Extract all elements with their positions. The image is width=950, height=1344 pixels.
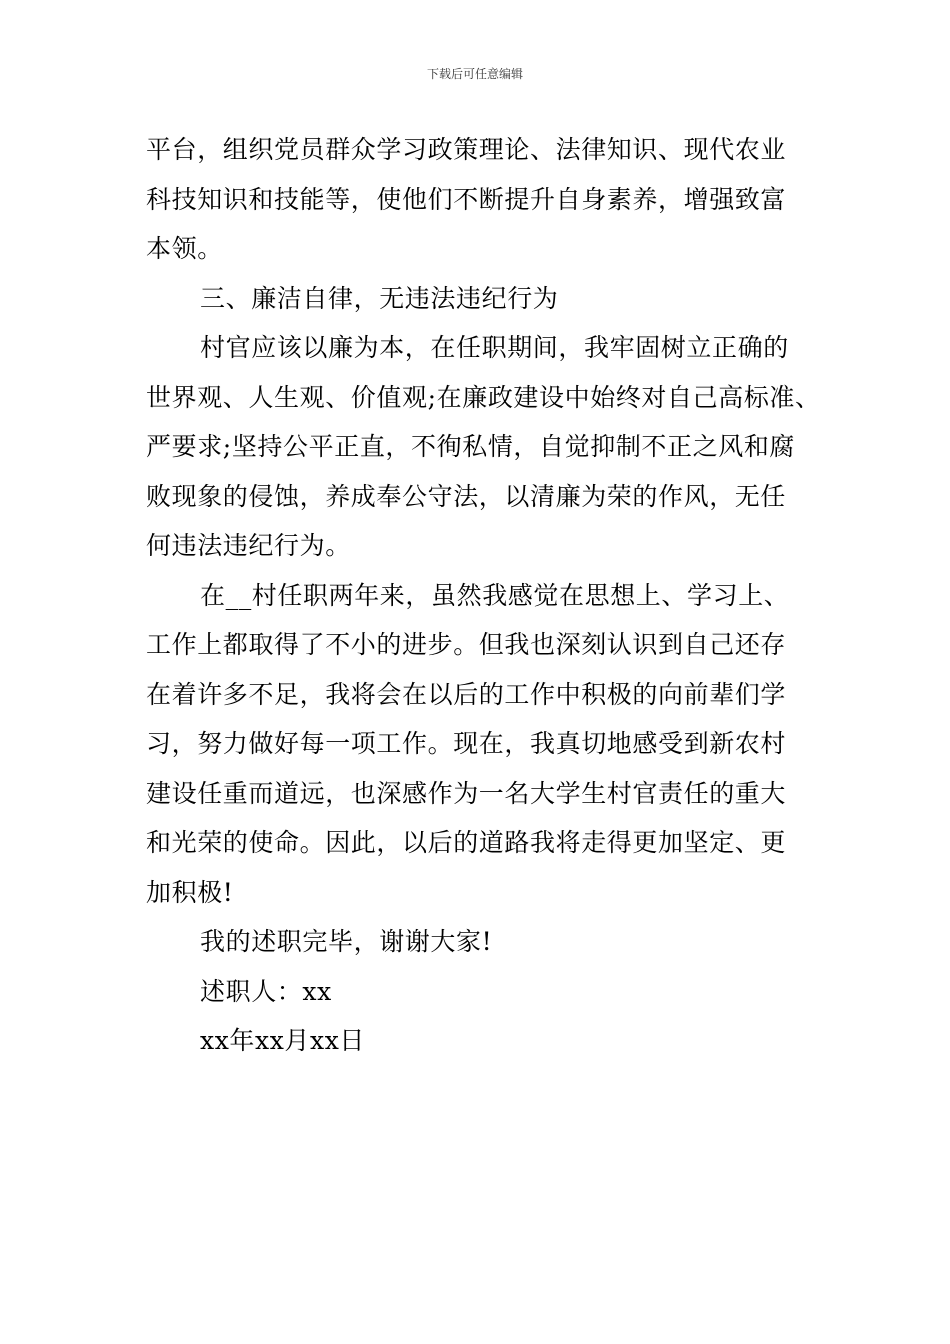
date-line: xx年xx月xx日 — [200, 1026, 365, 1055]
closing-remark: 我的述职完毕，谢谢大家! — [200, 927, 493, 956]
text-line: 建设任重而道远，也深感作为一名大学生村官责任的重大 — [146, 778, 787, 808]
document-body — [146, 125, 821, 1066]
paragraph-summary-continued — [146, 620, 806, 917]
text-line: 和光荣的使命。因此，以后的道路我将走得更加坚定、更 — [146, 828, 787, 857]
text-line: 习，努力做好每一项工作。现在，我真切地感受到新农村 — [146, 729, 787, 758]
paragraph-integrity-continued — [146, 373, 821, 571]
paragraph-integrity — [146, 323, 806, 373]
paragraph-continuation — [146, 125, 806, 274]
header-note: 下载后可任意编辑 — [426, 67, 523, 81]
text-line: 世界观、人生观、价值观;在廉政建设中始终对自己高标准、 — [146, 382, 821, 412]
text-line: 平台，组织党员群众学习政策理论、法律知识、现代农业 — [146, 135, 787, 164]
paragraph-summary — [146, 571, 806, 621]
text-line: 严要求;坚持公平正直，不徇私情，自觉抑制不正之风和腐 — [146, 432, 796, 461]
text-line: 败现象的侵蚀，养成奉公守法，以清廉为荣的作风，无任 — [146, 481, 787, 511]
section-heading: 三、廉洁自律，无违法违纪行为 — [200, 283, 559, 313]
text-line: 在着许多不足，我将会在以后的工作中积极的向前辈们学 — [146, 679, 787, 709]
text-line: 科技知识和技能等，使他们不断提升自身素养，增强致富 — [146, 184, 787, 214]
text-line: 本领。 — [146, 234, 223, 263]
text-line: 工作上都取得了不小的进步。但我也深刻认识到自己还存 — [146, 630, 787, 659]
text-line: 在__村任职两年来，虽然我感觉在思想上、学习上、 — [200, 580, 790, 610]
text-line: 何违法违纪行为。 — [146, 531, 351, 560]
text-line: 加积极! — [146, 877, 234, 907]
text-line: 村官应该以廉为本，在任职期间，我牢固树立正确的 — [200, 333, 789, 362]
signature-line: 述职人：xx — [200, 976, 332, 1006]
